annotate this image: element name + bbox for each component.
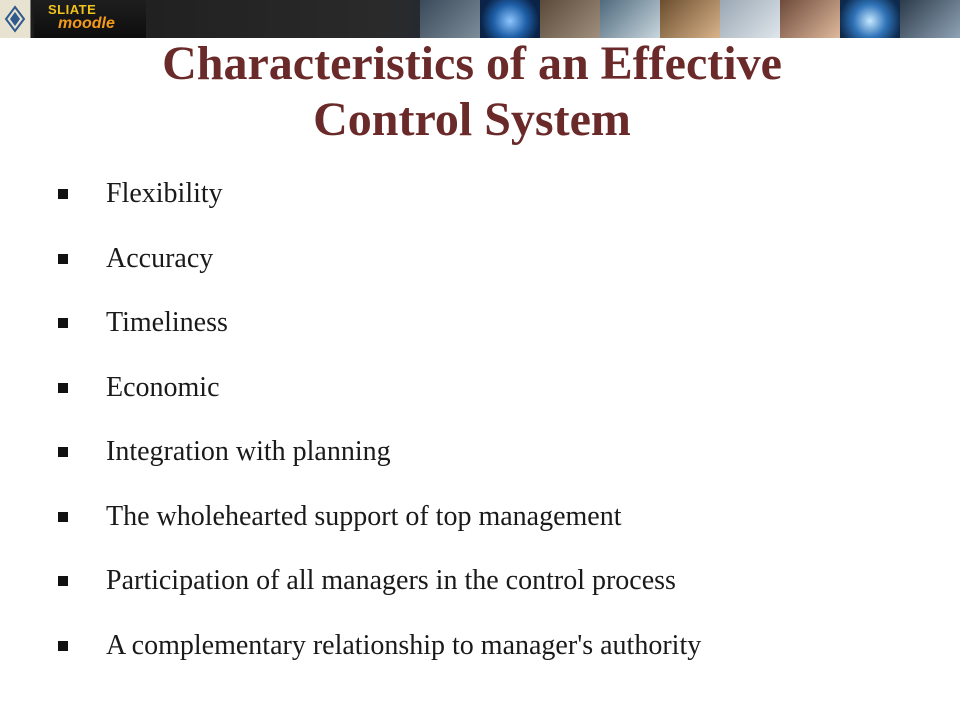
list-item bbox=[58, 420, 701, 485]
list-item bbox=[58, 227, 701, 292]
sliate-emblem-icon bbox=[4, 5, 26, 33]
list-item-text: Flexibility bbox=[106, 178, 223, 210]
square-bullet-icon bbox=[58, 447, 68, 457]
list-item bbox=[58, 549, 701, 614]
list-item-text: Timeliness bbox=[106, 307, 228, 339]
brand-subname: moodle bbox=[58, 15, 115, 32]
collage-image bbox=[720, 0, 780, 38]
slide-title-line-2: Control System bbox=[313, 93, 631, 146]
collage-image bbox=[780, 0, 840, 38]
bullet-list bbox=[58, 162, 701, 678]
banner-image-collage bbox=[420, 0, 960, 38]
collage-image bbox=[900, 0, 960, 38]
list-item-text: Economic bbox=[106, 371, 220, 403]
list-item-text: Participation of all managers in the control process bbox=[106, 565, 676, 597]
list-item bbox=[58, 356, 701, 421]
header-banner bbox=[0, 0, 960, 38]
list-item-text: Integration with planning bbox=[106, 436, 391, 468]
list-item-text: The wholehearted support of top management bbox=[106, 500, 622, 532]
slide-title-line-1: Characteristics of an Effective bbox=[162, 37, 782, 90]
list-item bbox=[58, 614, 701, 679]
square-bullet-icon bbox=[58, 318, 68, 328]
collage-image bbox=[600, 0, 660, 38]
collage-image bbox=[840, 0, 900, 38]
list-item bbox=[58, 162, 701, 227]
list-item bbox=[58, 485, 701, 550]
brand-logo bbox=[34, 0, 146, 38]
collage-image bbox=[540, 0, 600, 38]
square-bullet-icon bbox=[58, 254, 68, 264]
square-bullet-icon bbox=[58, 383, 68, 393]
brand-name: SLIATE bbox=[48, 2, 97, 17]
collage-image bbox=[480, 0, 540, 38]
square-bullet-icon bbox=[58, 576, 68, 586]
collage-image bbox=[660, 0, 720, 38]
slide-title bbox=[0, 36, 944, 148]
square-bullet-icon bbox=[58, 641, 68, 651]
collage-image bbox=[420, 0, 480, 38]
list-item-text: A complementary relationship to manager's authority bbox=[106, 629, 702, 661]
square-bullet-icon bbox=[58, 189, 68, 199]
list-item bbox=[58, 291, 701, 356]
square-bullet-icon bbox=[58, 512, 68, 522]
institution-logo bbox=[0, 0, 31, 38]
list-item-text: Accuracy bbox=[106, 242, 214, 274]
